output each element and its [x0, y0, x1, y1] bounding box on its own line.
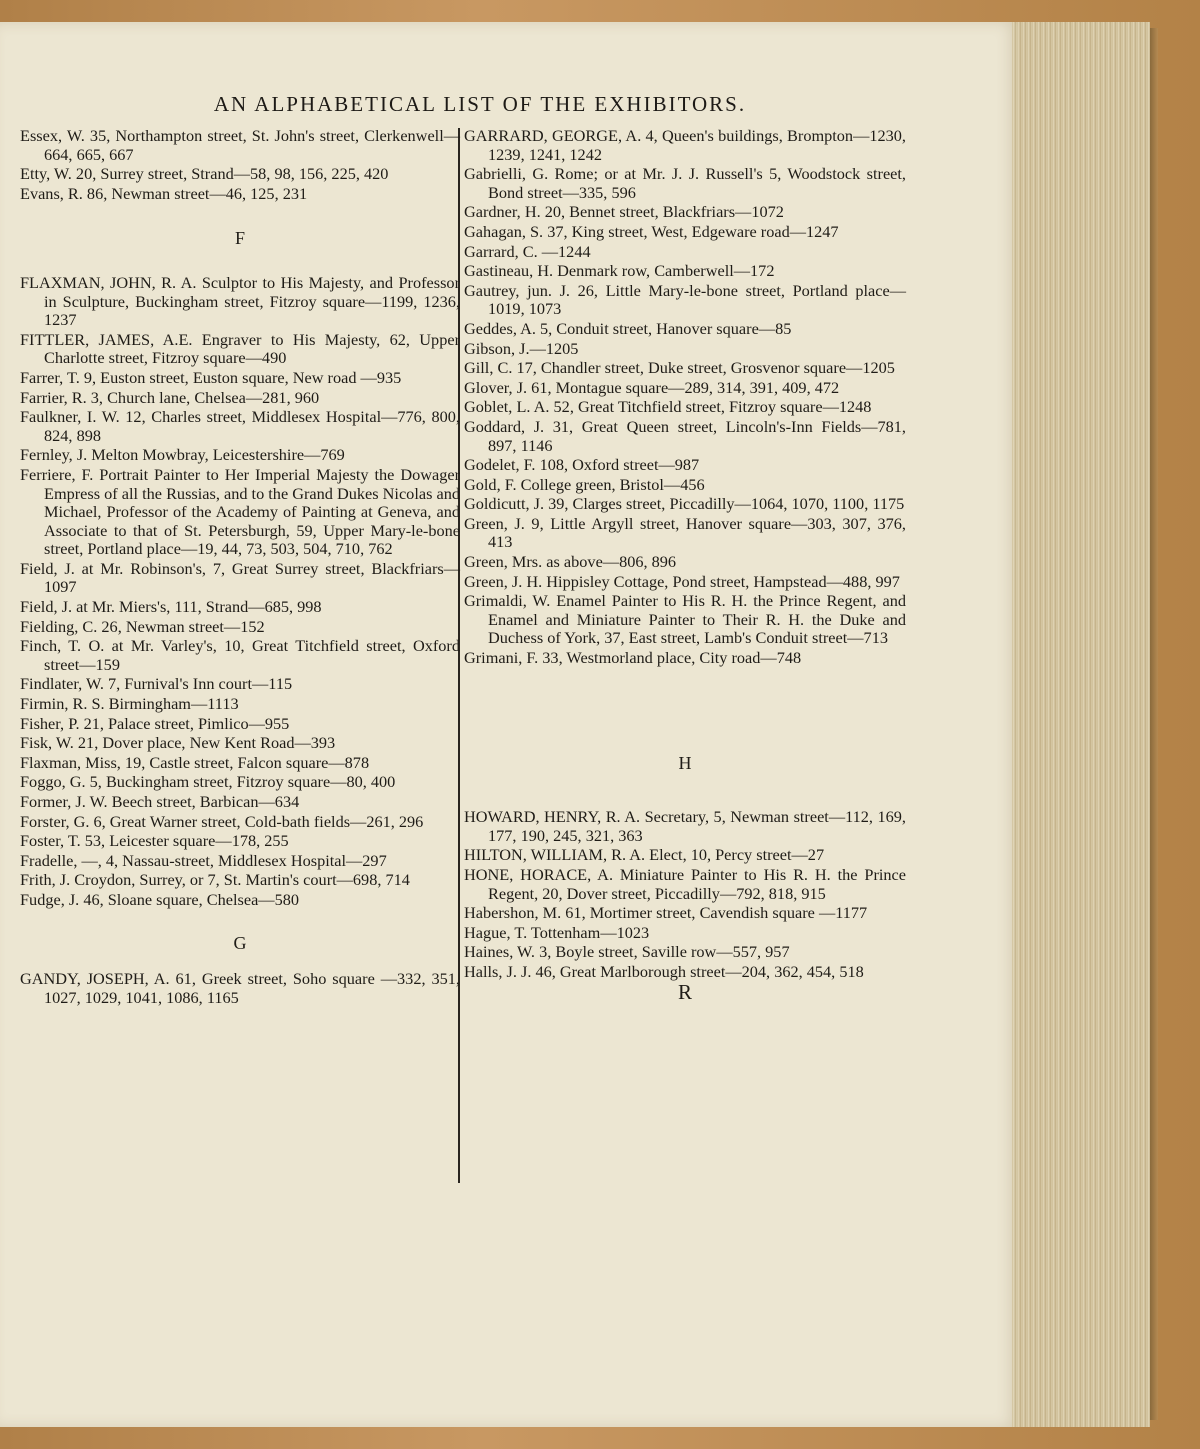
entry: Field, J. at Mr. Miers's, 111, Strand—685, 998 — [20, 597, 322, 617]
page-edges — [1012, 22, 1150, 1427]
entry: Fisk, W. 21, Dover place, New Kent Road—393 — [20, 733, 336, 753]
entry: FLAXMAN, JOHN, R. A. Sculptor to His Majesty, and Professor in Sculpture, Buckingham street, Fitzroy square—1199, 1236, 1237 — [20, 272, 460, 330]
entry: Farrer, T. 9, Euston street, Euston square, New road —935 — [20, 367, 402, 387]
entry: Goblet, L. A. 52, Great Titchfield street, Fitzroy square—1248 — [464, 397, 872, 417]
entry: Gastineau, H. Denmark row, Camberwell—172 — [464, 261, 775, 281]
entry: Green, Mrs. as above—806, 896 — [464, 552, 677, 572]
section-heading-g: G — [233, 932, 247, 953]
right-h-list — [464, 808, 906, 981]
entry: Grimani, F. 33, Westmorland place, City road—748 — [464, 648, 802, 668]
entry: Faulkner, I. W. 12, Charles street, Middlesex Hospital—776, 800, 824, 898 — [20, 407, 460, 445]
entry: Fisher, P. 21, Palace street, Pimlico—955 — [20, 713, 290, 733]
entry: Haines, W. 3, Boyle street, Saville row—557, 957 — [464, 942, 790, 962]
entry: Goddard, J. 31, Great Queen street, Lincoln's-Inn Fields—781, 897, 1146 — [464, 416, 906, 455]
entry: HONE, HORACE, A. Miniature Painter to His R. H. the Prince Regent, 20, Dover street, Piccadilly—792, 818, 915 — [464, 865, 906, 903]
entry: Gautrey, jun. J. 26, Little Mary-le-bone street, Portland place—1019, 1073 — [464, 280, 906, 319]
entry: Fielding, C. 26, Newman street—152 — [20, 616, 265, 636]
entry: Finch, T. O. at Mr. Varley's, 10, Great Titchfield street, Oxford street—159 — [20, 636, 460, 674]
entry: Flaxman, Miss, 19, Castle street, Falcon square—878 — [20, 752, 370, 772]
section-heading-h: H — [678, 752, 692, 773]
entry: Green, J. H. Hippisley Cottage, Pond street, Hampstead—488, 997 — [464, 571, 900, 591]
entry: Farrier, R. 3, Church lane, Chelsea—281, 960 — [20, 387, 320, 407]
entry: Gill, C. 17, Chandler street, Duke street, Grosvenor square—1205 — [464, 358, 895, 378]
left-g-list — [20, 970, 460, 1007]
right-g-list — [464, 127, 906, 668]
left-f-list — [20, 274, 460, 910]
entry: Fudge, J. 46, Sloane square, Chelsea—580 — [20, 889, 299, 909]
entry: Goldicutt, J. 39, Clarges street, Piccadilly—1064, 1070, 1100, 1175 — [464, 494, 905, 514]
entry: Gabrielli, G. Rome; or at Mr. J. J. Russell's 5, Woodstock street, Bond street—335, 596 — [464, 164, 906, 202]
entry: Halls, J. J. 46, Great Marlborough street—204, 362, 454, 518 — [464, 961, 864, 981]
page-title: AN ALPHABETICAL LIST OF THE EXHIBITORS. — [213, 92, 747, 116]
entry: Green, J. 9, Little Argyll street, Hanover square—303, 307, 376, 413 — [464, 513, 906, 552]
entry: Fradelle, —, 4, Nassau-street, Middlesex Hospital—297 — [20, 850, 387, 870]
entry: Fernley, J. Melton Mowbray, Leicestershire—769 — [20, 445, 345, 465]
entry: Former, J. W. Beech street, Barbican—634 — [20, 792, 300, 811]
entry: Grimaldi, W. Enamel Painter to His R. H. the Prince Regent, and Enamel and Miniature Painter to Their R. H. the Duke and Duchess of York, 37, East street, Lamb's Conduit street—713 — [464, 591, 906, 648]
entry: Essex, W. 35, Northampton street, St. John's street, Clerkenwell—664, 665, 667 — [20, 126, 460, 164]
entry: Gold, F. College green, Bristol—456 — [464, 474, 705, 494]
entry: Etty, W. 20, Surrey street, Strand—58, 98, 156, 225, 420 — [20, 164, 389, 184]
entry: HOWARD, HENRY, R. A. Secretary, 5, Newman street—112, 169, 177, 190, 245, 321, 363 — [464, 807, 906, 845]
entry: Geddes, A. 5, Conduit street, Hanover square—85 — [464, 318, 792, 338]
right-column — [464, 126, 906, 1004]
entry: FITTLER, JAMES, A.E. Engraver to His Majesty, 62, Upper Charlotte street, Fitzroy square—490 — [20, 329, 460, 368]
entry: Ferriere, F. Portrait Painter to Her Imperial Majesty the Dowager Empress of all the Russias, and to the Grand Dukes Nicolas and Michael, Professor of the Academy of Painting at Geneva, and Associate to that of St. Petersburgh, 59, Upper Mary-le-bone street, Portland place—19, 44, 73, 503, 504, 710, 762 — [20, 464, 460, 559]
entry: Gibson, J.—1205 — [464, 338, 579, 358]
entry: Foster, T. 53, Leicester square—178, 255 — [20, 831, 289, 851]
entry: Findlater, W. 7, Furnival's Inn court—115 — [20, 674, 293, 694]
catchword: R — [677, 979, 692, 1004]
entry: Garrard, C. —1244 — [464, 241, 591, 261]
entry: Field, J. at Mr. Robinson's, 7, Great Surrey street, Blackfriars—1097 — [20, 558, 460, 597]
entry: Forster, G. 6, Great Warner street, Cold-bath fields—261, 296 — [20, 811, 424, 831]
entry: Godelet, F. 108, Oxford street—987 — [464, 455, 700, 475]
entry: Evans, R. 86, Newman street—46, 125, 231 — [20, 183, 308, 203]
entry: Gardner, H. 20, Bennet street, Blackfriars—1072 — [464, 202, 784, 222]
entry: Habershon, M. 61, Mortimer street, Cavendish square —1177 — [464, 903, 868, 923]
entry: GANDY, JOSEPH, A. 61, Greek street, Soho square —332, 351, 1027, 1029, 1041, 1086, 1165 — [20, 969, 460, 1007]
entry: HILTON, WILLIAM, R. A. Elect, 10, Percy street—27 — [464, 845, 825, 865]
left-e-list — [20, 127, 460, 203]
entry: Frith, J. Croydon, Surrey, or 7, St. Martin's court—698, 714 — [20, 870, 410, 890]
entry: Hague, T. Tottenham—1023 — [464, 922, 650, 942]
entry: Glover, J. 61, Montague square—289, 314, 391, 409, 472 — [464, 377, 840, 397]
entry: Gahagan, S. 37, King street, West, Edgeware road—1247 — [464, 221, 839, 241]
section-heading-f: F — [234, 228, 245, 249]
entry: Foggo, G. 5, Buckingham street, Fitzroy square—80, 400 — [20, 772, 396, 792]
entry: Firmin, R. S. Birmingham—1113 — [20, 694, 239, 714]
spine-shadow — [1150, 28, 1158, 1420]
left-column — [20, 127, 460, 1008]
entry: GARRARD, GEORGE, A. 4, Queen's buildings, Brompton—1230, 1239, 1241, 1242 — [464, 126, 906, 164]
